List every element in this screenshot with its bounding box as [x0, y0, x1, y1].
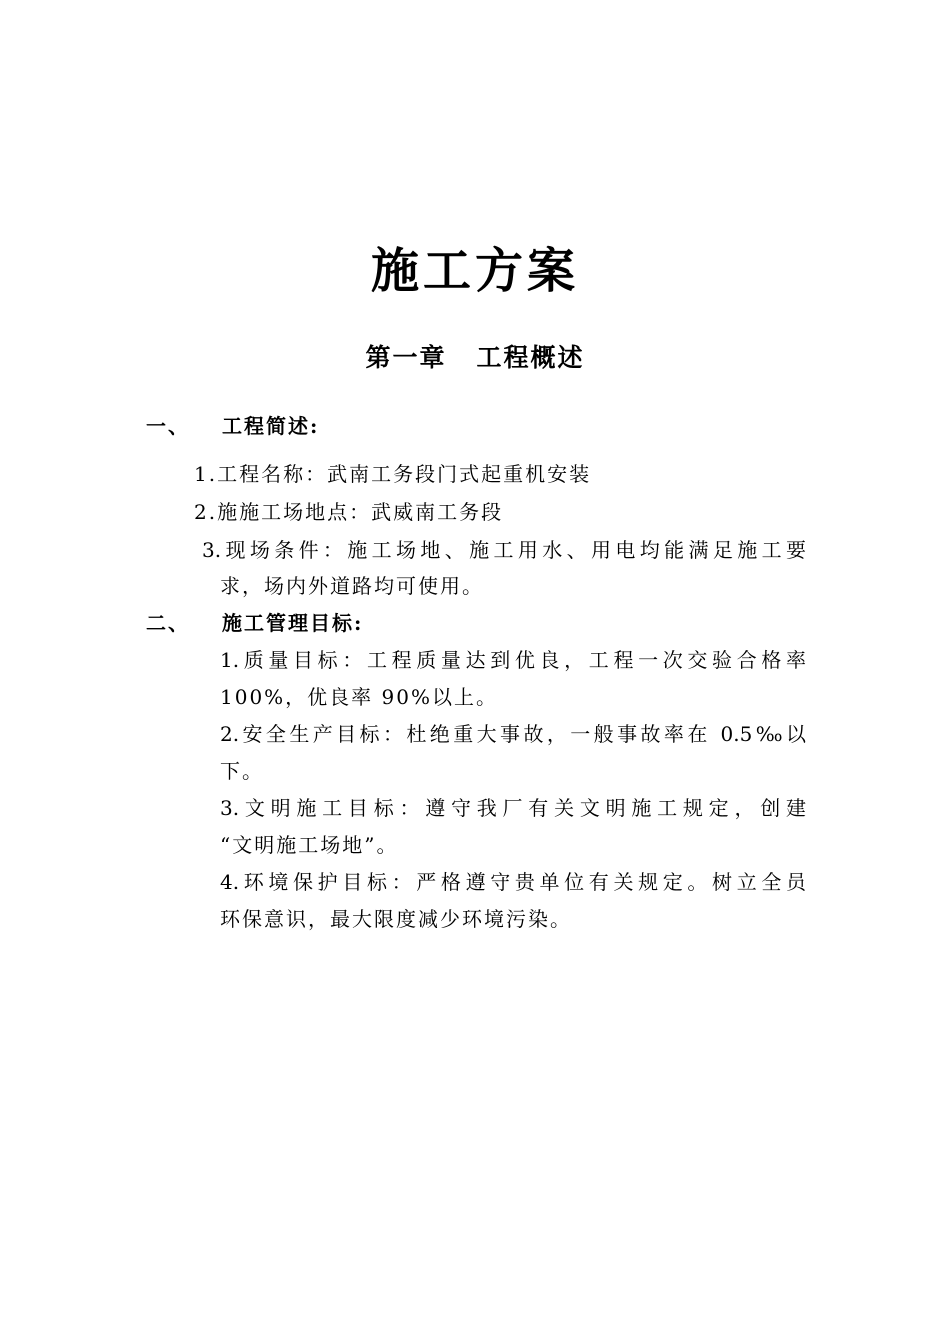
chapter-title — [0, 338, 950, 378]
section-1-item-2: 2.施施工场地点：武威南工务段 — [194, 500, 504, 524]
section-2-item-1: 1.质量目标：工程质量达到优良，工程一次交验合格率 — [220, 648, 806, 672]
section-1-heading — [146, 408, 319, 444]
section-2-item-1-cont: 100%，优良率 90%以上。 — [220, 685, 498, 709]
section-1-item-3-cont: 求，场内外道路均可使用。 — [220, 574, 484, 598]
section-2-number: 二、 — [146, 611, 190, 635]
section-1-item-3: 3.现场条件：施工场地、施工用水、用电均能满足施工要 — [202, 538, 806, 562]
section-2-item-4-cont: 环保意识，最大限度减少环境污染。 — [220, 907, 572, 931]
chapter-number: 第一章 — [365, 343, 447, 372]
section-2-item-3: 3.文明施工目标：遵守我厂有关文明施工规定，创建 — [220, 796, 806, 820]
document-title: 施工方案 — [370, 243, 579, 299]
chapter-name: 工程概述 — [476, 343, 585, 372]
section-1-title: 工程简述: — [222, 414, 320, 438]
section-1-number: 一、 — [146, 414, 190, 438]
section-2-item-4: 4.环境保护目标：严格遵守贵单位有关规定。树立全员 — [220, 870, 806, 894]
section-2-item-3-cont: “文明施工场地”。 — [220, 833, 399, 857]
section-2-item-2: 2.安全生产目标：杜绝重大事故，一般事故率在 0.5‰以 — [220, 722, 806, 746]
section-1-item-1: 1.工程名称：武南工务段门式起重机安装 — [194, 462, 592, 486]
section-2-title: 施工管理目标: — [222, 611, 364, 635]
section-2-heading — [146, 605, 363, 641]
section-2-item-2-cont: 下。 — [220, 759, 264, 783]
